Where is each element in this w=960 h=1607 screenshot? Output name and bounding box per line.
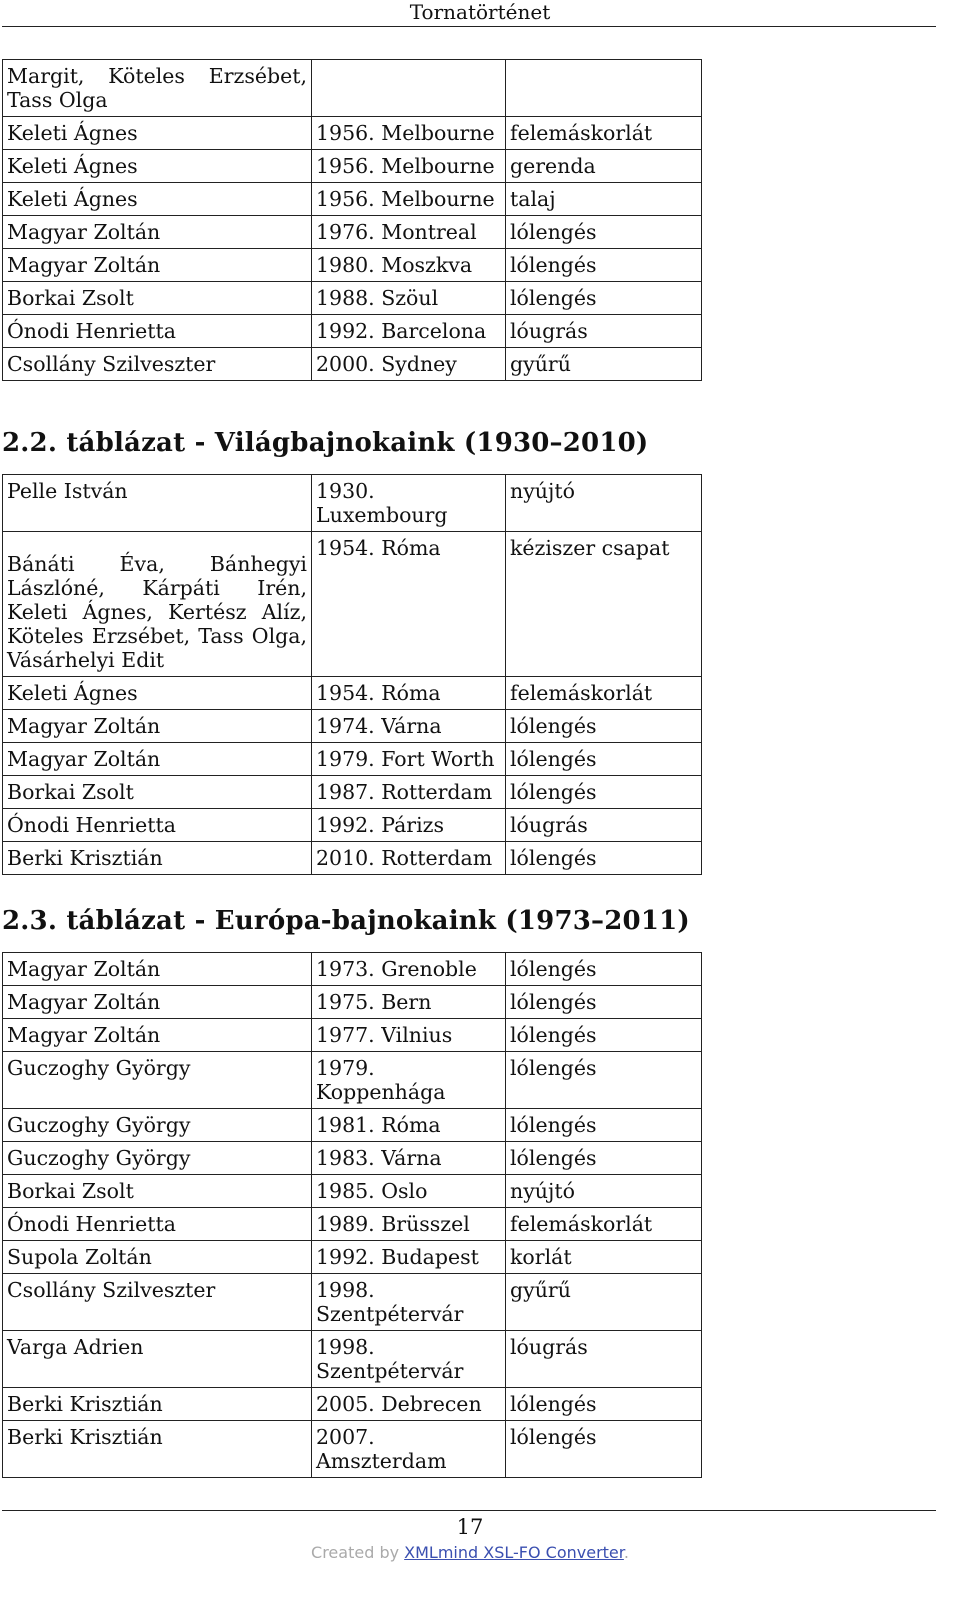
- venue-cell: 1998. Szentpétervár: [312, 1331, 506, 1388]
- event-cell: gerenda: [506, 150, 702, 183]
- header-rule: [2, 26, 936, 27]
- event-cell: felemáskorlát: [506, 1208, 702, 1241]
- page-number: 17: [456, 1515, 484, 1539]
- athlete-cell: Supola Zoltán: [3, 1241, 312, 1274]
- table-row: [3, 117, 702, 150]
- athlete-cell: Keleti Ágnes: [3, 677, 312, 710]
- world-champions-table: [2, 474, 702, 875]
- table-row: [3, 315, 702, 348]
- athlete-cell: Guczoghy György: [3, 1052, 312, 1109]
- venue-cell: 1992. Párizs: [312, 809, 506, 842]
- event-cell: lólengés: [506, 842, 702, 875]
- athlete-cell: Margit, Köteles Erzsébet, Tass Olga: [3, 60, 312, 117]
- converter-credit: [0, 1542, 940, 1564]
- table-row: [3, 710, 702, 743]
- event-cell: lólengés: [506, 216, 702, 249]
- converter-link[interactable]: XMLmind XSL-FO Converter: [404, 1543, 624, 1562]
- venue-cell: 1987. Rotterdam: [312, 776, 506, 809]
- athlete-cell: Ónodi Henrietta: [3, 809, 312, 842]
- athlete-cell: Magyar Zoltán: [3, 216, 312, 249]
- footer-rule: [2, 1510, 936, 1511]
- table-row: [3, 1274, 702, 1331]
- table-row: [3, 842, 702, 875]
- event-cell: lólengés: [506, 1388, 702, 1421]
- table-row: [3, 348, 702, 381]
- venue-cell: 1954. Róma: [312, 677, 506, 710]
- athlete-cell: Guczoghy György: [3, 1109, 312, 1142]
- table-row: [3, 1052, 702, 1109]
- event-cell: kéziszer csapat: [506, 532, 702, 677]
- event-cell: korlát: [506, 1241, 702, 1274]
- venue-cell: 1954. Róma: [312, 532, 506, 677]
- venue-cell: 1973. Grenoble: [312, 953, 506, 986]
- venue-cell: 1985. Oslo: [312, 1175, 506, 1208]
- table-row: [3, 183, 702, 216]
- table-row: [3, 249, 702, 282]
- table-row: [3, 1208, 702, 1241]
- athlete-cell: Keleti Ágnes: [3, 183, 312, 216]
- olympic-champions-table-continued: [2, 59, 702, 381]
- event-cell: lólengés: [506, 1052, 702, 1109]
- athlete-cell: Berki Krisztián: [3, 842, 312, 875]
- athlete-cell: Varga Adrien: [3, 1331, 312, 1388]
- event-cell: lóugrás: [506, 315, 702, 348]
- table-row: [3, 1241, 702, 1274]
- athlete-cell: Ónodi Henrietta: [3, 315, 312, 348]
- table-row: [3, 60, 702, 117]
- table-row: [3, 1109, 702, 1142]
- event-cell: lólengés: [506, 743, 702, 776]
- event-cell: felemáskorlát: [506, 117, 702, 150]
- athlete-cell: Ónodi Henrietta: [3, 1208, 312, 1241]
- table-row: [3, 1388, 702, 1421]
- table-row: [3, 282, 702, 315]
- venue-cell: 1981. Róma: [312, 1109, 506, 1142]
- venue-cell: 1974. Várna: [312, 710, 506, 743]
- table-row: [3, 1142, 702, 1175]
- running-header: Tornatörténet: [409, 0, 551, 24]
- venue-cell: 1998. Szentpétervár: [312, 1274, 506, 1331]
- european-champions-caption: 2.3. táblázat - Európa-bajnokaink (1973–2011): [2, 906, 690, 936]
- event-cell: gyűrű: [506, 348, 702, 381]
- athlete-cell: Borkai Zsolt: [3, 776, 312, 809]
- event-cell: lólengés: [506, 953, 702, 986]
- venue-cell: [312, 60, 506, 117]
- table-row: [3, 1019, 702, 1052]
- athlete-cell: Csollány Szilveszter: [3, 348, 312, 381]
- table-row: [3, 150, 702, 183]
- event-cell: gyűrű: [506, 1274, 702, 1331]
- table-row: [3, 1331, 702, 1388]
- athlete-cell: Borkai Zsolt: [3, 282, 312, 315]
- table-row: [3, 953, 702, 986]
- venue-cell: 1988. Szöul: [312, 282, 506, 315]
- table-row: [3, 986, 702, 1019]
- credit-prefix: Created by: [311, 1543, 405, 1562]
- table-row: [3, 677, 702, 710]
- athlete-cell: Berki Krisztián: [3, 1388, 312, 1421]
- venue-cell: 1979. Fort Worth: [312, 743, 506, 776]
- venue-cell: 1992. Barcelona: [312, 315, 506, 348]
- event-cell: talaj: [506, 183, 702, 216]
- european-champions-table: [2, 952, 702, 1478]
- athlete-cell: Berki Krisztián: [3, 1421, 312, 1478]
- event-cell: lólengés: [506, 1019, 702, 1052]
- table-row: [3, 475, 702, 532]
- venue-cell: 1989. Brüsszel: [312, 1208, 506, 1241]
- athlete-cell: Magyar Zoltán: [3, 249, 312, 282]
- athlete-cell: Magyar Zoltán: [3, 743, 312, 776]
- athlete-cell: Magyar Zoltán: [3, 710, 312, 743]
- credit-suffix: .: [623, 1543, 629, 1562]
- athlete-cell: Guczoghy György: [3, 1142, 312, 1175]
- table-row: [3, 532, 702, 677]
- athlete-cell: Keleti Ágnes: [3, 117, 312, 150]
- venue-cell: 1979. Koppenhága: [312, 1052, 506, 1109]
- venue-cell: 1983. Várna: [312, 1142, 506, 1175]
- venue-cell: 2005. Debrecen: [312, 1388, 506, 1421]
- venue-cell: 2000. Sydney: [312, 348, 506, 381]
- athlete-cell: Csollány Szilveszter: [3, 1274, 312, 1331]
- table-row: [3, 1175, 702, 1208]
- event-cell: nyújtó: [506, 475, 702, 532]
- table-row: [3, 1421, 702, 1478]
- event-cell: lólengés: [506, 1421, 702, 1478]
- venue-cell: 1980. Moszkva: [312, 249, 506, 282]
- venue-cell: 1956. Melbourne: [312, 150, 506, 183]
- venue-cell: 1976. Montreal: [312, 216, 506, 249]
- table-row: [3, 743, 702, 776]
- event-cell: lóugrás: [506, 1331, 702, 1388]
- venue-cell: 1977. Vilnius: [312, 1019, 506, 1052]
- athlete-cell: Keleti Ágnes: [3, 150, 312, 183]
- athlete-cell: Magyar Zoltán: [3, 1019, 312, 1052]
- athlete-cell: Bánáti Éva, Bánhegyi Lászlóné, Kárpáti Irén, Keleti Ágnes, Kertész Alíz, Köteles Erzsébet, Tass Olga, Vásárhelyi Edit: [3, 532, 312, 677]
- event-cell: [506, 60, 702, 117]
- venue-cell: 1992. Budapest: [312, 1241, 506, 1274]
- venue-cell: 1975. Bern: [312, 986, 506, 1019]
- world-champions-caption: 2.2. táblázat - Világbajnokaink (1930–2010): [2, 428, 649, 458]
- event-cell: nyújtó: [506, 1175, 702, 1208]
- athlete-cell: Magyar Zoltán: [3, 953, 312, 986]
- event-cell: lólengés: [506, 249, 702, 282]
- athlete-cell: Borkai Zsolt: [3, 1175, 312, 1208]
- athlete-cell: Pelle István: [3, 475, 312, 532]
- event-cell: lólengés: [506, 986, 702, 1019]
- venue-cell: 2007. Amszterdam: [312, 1421, 506, 1478]
- event-cell: lólengés: [506, 282, 702, 315]
- event-cell: lólengés: [506, 1142, 702, 1175]
- event-cell: lólengés: [506, 776, 702, 809]
- event-cell: felemáskorlát: [506, 677, 702, 710]
- venue-cell: 1930. Luxembourg: [312, 475, 506, 532]
- table-row: [3, 216, 702, 249]
- athlete-cell: Magyar Zoltán: [3, 986, 312, 1019]
- venue-cell: 2010. Rotterdam: [312, 842, 506, 875]
- venue-cell: 1956. Melbourne: [312, 183, 506, 216]
- venue-cell: 1956. Melbourne: [312, 117, 506, 150]
- table-row: [3, 809, 702, 842]
- event-cell: lóugrás: [506, 809, 702, 842]
- event-cell: lólengés: [506, 710, 702, 743]
- table-row: [3, 776, 702, 809]
- event-cell: lólengés: [506, 1109, 702, 1142]
